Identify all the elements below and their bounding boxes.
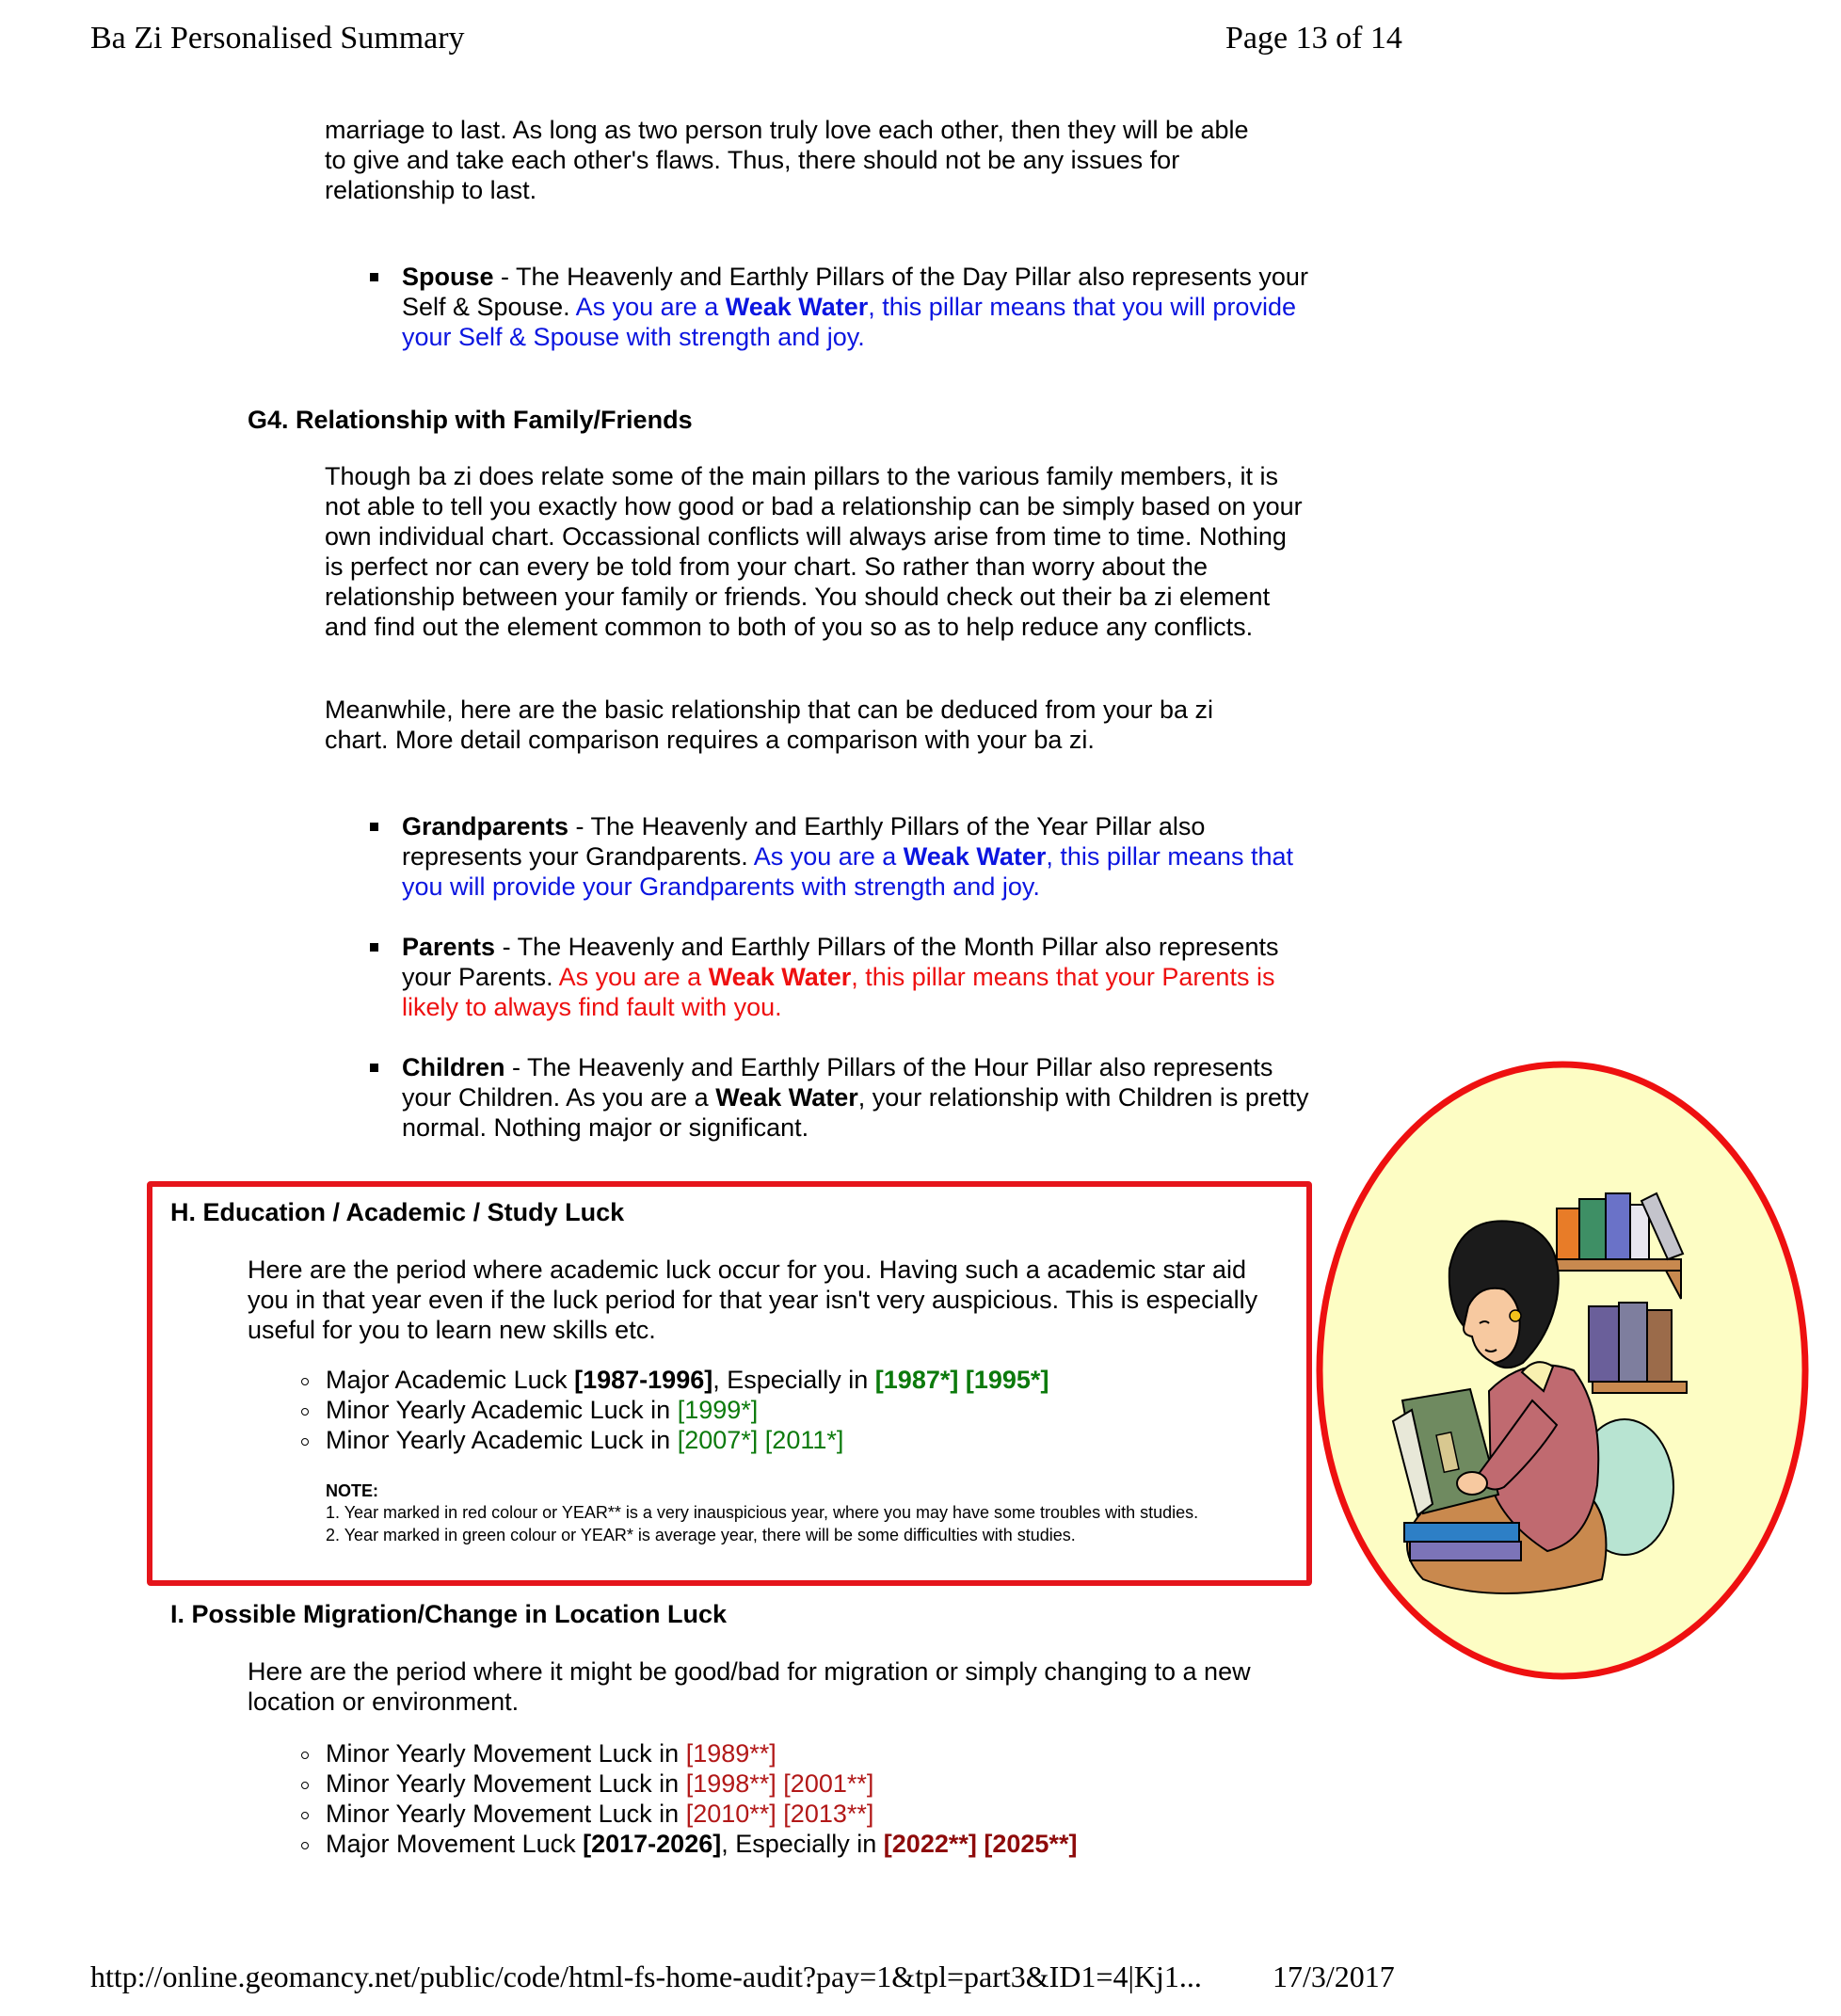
parents-item: Parents - The Heavenly and Earthly Pillars of the Month Pillar also represents your Parents. As you are a Weak Water, this pillar means that your Parents is likely to always find fault with you. <box>370 932 1311 1022</box>
major-academic-luck: Major Academic Luck [1987-1996], Especially in [1987*] [1995*] <box>301 1365 1289 1395</box>
minor-academic-luck-1: Minor Yearly Academic Luck in [1999*] <box>301 1395 1289 1425</box>
page-number: Page 13 of 14 <box>1225 21 1402 56</box>
children-item: Children - The Heavenly and Earthly Pillars of the Hour Pillar also represents your Children. As you are a Weak Water, your relationship with Children is pretty normal. Nothing major or significant. <box>370 1052 1311 1143</box>
minor-movement-luck-1: Minor Yearly Movement Luck in [1989**] <box>301 1738 1289 1768</box>
h-paragraph: Here are the period where academic luck occur for you. Having such a academic star aid you in that year even if the luck period for that year isn't very auspicious. This is especially useful for you to learn new skills etc. <box>248 1256 1258 1344</box>
g4-paragraph-1: Though ba zi does relate some of the main pillars to the various family members, it is not able to tell you exactly how good or bad a relationship can be simply based on your own individual chart. Occassional conflicts will always arise from time to time. Nothing is perfect nor can every be told from your chart. So rather than worry about the relationship between your family or friends. You should check out their ba zi element and find out the element common to both of you so as to help reduce any conflicts. <box>325 462 1303 641</box>
i-paragraph: Here are the period where it might be good/bad for migration or simply changing to a new location or environment. <box>248 1657 1251 1716</box>
g4-paragraph-2: Meanwhile, here are the basic relationship that can be deduced from your ba zi chart. More detail comparison requires a comparison with your ba zi. <box>325 696 1214 754</box>
intro-paragraph: marriage to last. As long as two person truly love each other, then they will be able to give and take each other's flaws. Thus, there should not be any issues for relationship to last. <box>325 116 1249 204</box>
document-title: Ba Zi Personalised Summary <box>90 21 465 56</box>
minor-movement-luck-3: Minor Yearly Movement Luck in [2010**] [2013**] <box>301 1799 1289 1829</box>
section-h-heading: H. Education / Academic / Study Luck <box>170 1198 625 1226</box>
section-i-heading: I. Possible Migration/Change in Location Luck <box>170 1600 728 1628</box>
minor-academic-luck-2: Minor Yearly Academic Luck in [2007*] [2011*] <box>301 1425 1289 1455</box>
girl-reading-book-icon <box>1310 1052 1818 1692</box>
grandparents-item: Grandparents - The Heavenly and Earthly Pillars of the Year Pillar also represents your Grandparents. As you are a Weak Water, this pillar means that you will provide your Grandparents with strength and joy. <box>370 811 1311 902</box>
academic-note: NOTE: 1. Year marked in red colour or YEAR** is a very inauspicious year, where you may have some troubles with studies. 2. Year marked in green colour or YEAR* is average year, there will be some difficulties with studies. <box>326 1481 1199 1544</box>
family-list <box>370 811 1311 1143</box>
section-g4-heading: G4. Relationship with Family/Friends <box>248 406 693 434</box>
academic-luck-list <box>301 1365 1289 1455</box>
footer-url: http://online.geomancy.net/public/code/html-fs-home-audit?pay=1&tpl=part3&ID1=4|Kj1... <box>90 1960 1202 1993</box>
spouse-list <box>370 262 1311 352</box>
minor-movement-luck-2: Minor Yearly Movement Luck in [1998**] [2001**] <box>301 1768 1289 1799</box>
movement-luck-list <box>301 1738 1289 1859</box>
major-movement-luck: Major Movement Luck [2017-2026], Especially in [2022**] [2025**] <box>301 1829 1289 1859</box>
footer-date: 17/3/2017 <box>1273 1960 1395 1993</box>
spouse-item: Spouse - The Heavenly and Earthly Pillars of the Day Pillar also represents your Self & Spouse. As you are a Weak Water, this pillar means that you will provide your Self & Spouse with strength and joy. <box>370 262 1311 352</box>
